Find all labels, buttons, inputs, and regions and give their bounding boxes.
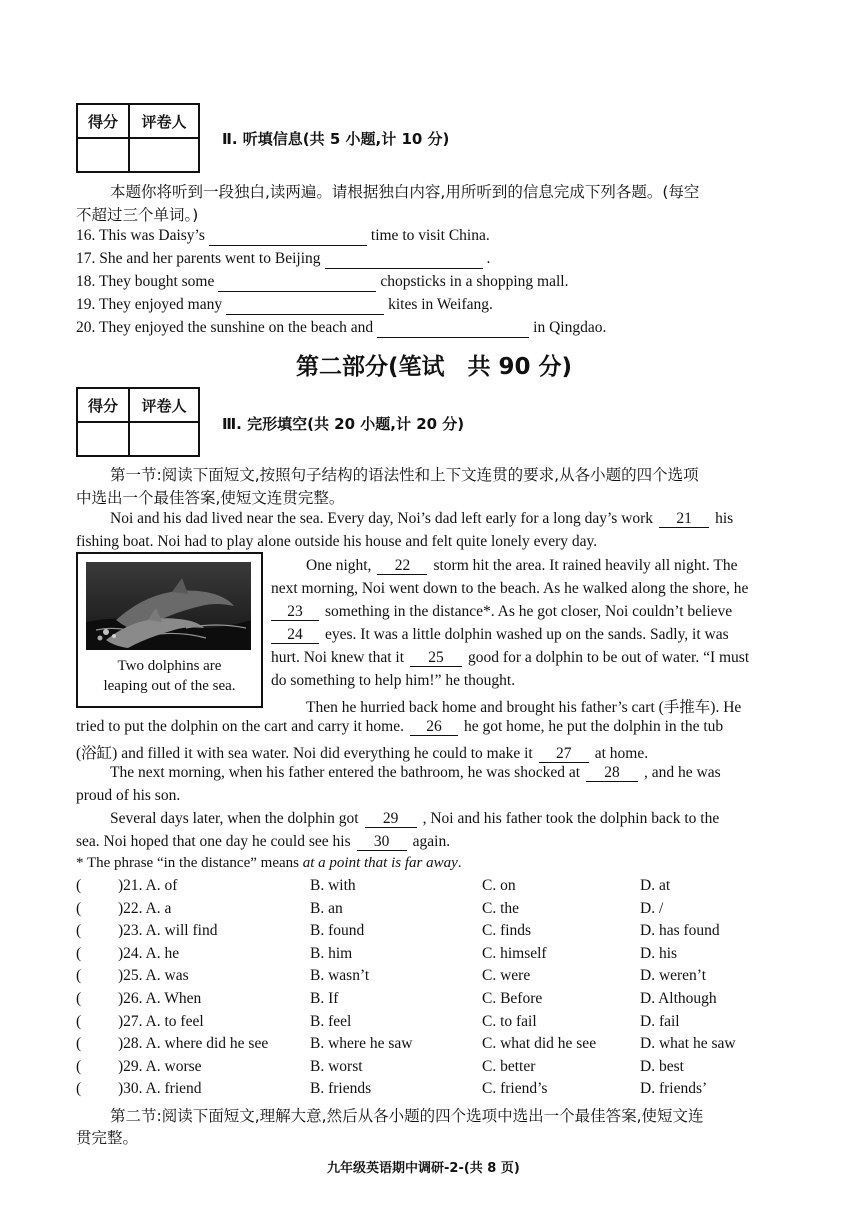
option-c: C. himself [482, 944, 547, 962]
option-d: D. what he saw [640, 1035, 736, 1053]
passage-line: One night, 22 storm hit the area. It rained heavily all night. The [306, 557, 738, 574]
section-2-instruction-1: 本题你将听到一段独白,读两遍。请根据独白内容,用所听到的信息完成下列各题。(每空 [110, 183, 700, 201]
question-19: 19. They enjoyed many kites in Weifang. [76, 296, 493, 313]
option-d: D. his [640, 944, 678, 962]
footnote: * The phrase “in the distance” means at a point that is far away. [76, 855, 462, 871]
blank-23: 23 [271, 603, 319, 621]
blank-30: 30 [357, 833, 407, 851]
passage-line: 24 eyes. It was a little dolphin washed up on the sands. Sadly, it was [271, 626, 729, 644]
option-c: C. what did he see [482, 1035, 597, 1053]
passage-line: The next morning, when his father entered the bathroom, he was shocked at 28 , and he was [110, 764, 721, 781]
reviewer-label: 评卷人 [129, 388, 199, 422]
blank-28: 28 [586, 764, 638, 782]
option-b: B. with [310, 877, 356, 894]
option-c: C. better [482, 1057, 536, 1075]
option-d: D. weren’t [640, 967, 706, 985]
question-17: 17. She and her parents went to Beijing . [76, 250, 491, 267]
answer-bracket[interactable]: ( [76, 990, 82, 1007]
score-cell[interactable] [77, 422, 129, 456]
answer-bracket[interactable]: ( [76, 1035, 82, 1053]
answer-bracket[interactable]: ( [76, 922, 82, 940]
option-d: D. Although [640, 990, 717, 1007]
section-3-instruction-1: 第一节:阅读下面短文,按照句子结构的语法性和上下文连贯的要求,从各小题的四个选项 [110, 466, 699, 484]
reviewer-cell[interactable] [129, 138, 199, 172]
part-2-title: 第二部分(笔试 共 90 分) [296, 354, 573, 380]
answer-bracket[interactable]: ( [76, 944, 82, 962]
passage-line: tried to put the dolphin on the cart and carry it home. 26 he got home, he put the dolphin in the tub [76, 718, 724, 735]
passage-line: Then he hurried back home and brought his father’s cart (手推车). He [306, 699, 742, 716]
option-a: )30. A. friend [118, 1080, 202, 1098]
picture-caption: Two dolphins are leaping out of the sea. [103, 658, 236, 694]
section-2-instruction-2: 不超过三个单词。) [76, 206, 199, 224]
option-a: )27. A. to feel [118, 1012, 204, 1030]
reviewer-label: 评卷人 [129, 104, 199, 138]
option-d: D. friends’ [640, 1080, 708, 1098]
option-c: C. were [482, 967, 531, 985]
page-footer: 九年级英语期中调研-2-(共 8 页) [327, 1161, 520, 1176]
blank-27: 27 [539, 745, 589, 763]
option-a: )25. A. was [118, 967, 189, 985]
passage-line: Several days later, when the dolphin got 29 , Noi and his father took the dolphin back to the [110, 810, 720, 827]
blank-22: 22 [377, 557, 427, 575]
answer-blank-17[interactable] [325, 250, 483, 269]
part-2-instruction-1: 第二节:阅读下面短文,理解大意,然后从各小题的四个选项中选出一个最佳答案,使短文连 [110, 1107, 704, 1125]
score-table-1 [76, 103, 200, 173]
score-label: 得分 [77, 388, 129, 422]
option-c: C. friend’s [482, 1080, 548, 1098]
blank-24: 24 [271, 626, 319, 644]
blank-21: 21 [659, 510, 709, 528]
option-b: B. feel [310, 1012, 352, 1030]
section-3-title: Ⅲ. 完形填空(共 20 小题,计 20 分) [222, 415, 465, 433]
option-a: )28. A. where did he see [118, 1035, 269, 1053]
reviewer-cell[interactable] [129, 422, 199, 456]
passage-line: 23 something in the distance*. As he got closer, Noi couldn’t believe [271, 603, 732, 621]
score-label: 得分 [77, 104, 129, 138]
passage-line: fishing boat. Noi had to play alone outside his house and felt quite lonely every day. [76, 533, 598, 550]
question-16: 16. This was Daisy’s time to visit China. [76, 227, 490, 244]
option-b: B. friends [310, 1080, 372, 1098]
passage-line: next morning, Noi went down to the beach. As he walked along the shore, he [271, 580, 749, 597]
option-c: C. to fail [482, 1012, 537, 1030]
option-a: )24. A. he [118, 944, 180, 962]
score-table-2 [76, 387, 200, 457]
dolphin-picture-box [76, 552, 263, 708]
option-a: )29. A. worse [118, 1057, 202, 1075]
dolphin-image [86, 562, 251, 650]
blank-29: 29 [365, 810, 417, 828]
dolphin-illustration [86, 562, 251, 650]
answer-bracket[interactable]: ( [76, 1057, 82, 1075]
section-2-title: Ⅱ. 听填信息(共 5 小题,计 10 分) [222, 130, 450, 148]
part-2-instruction-2: 贯完整。 [76, 1129, 139, 1147]
answer-blank-16[interactable] [209, 227, 367, 246]
option-a: )23. A. will find [118, 922, 218, 940]
option-d: D. fail [640, 1012, 680, 1030]
option-a: )22. A. a [118, 899, 172, 917]
option-b: B. an [310, 899, 343, 917]
option-b: B. where he saw [310, 1035, 413, 1053]
passage-line: do something to help him!” he thought. [271, 672, 516, 689]
blank-26: 26 [410, 718, 458, 736]
score-cell[interactable] [77, 138, 129, 172]
option-c: C. the [482, 899, 520, 917]
option-d: D. at [640, 877, 671, 894]
answer-bracket[interactable]: ( [76, 899, 82, 917]
option-d: D. best [640, 1057, 684, 1075]
answer-bracket[interactable]: ( [76, 967, 82, 985]
passage-line: proud of his son. [76, 787, 181, 804]
option-b: B. wasn’t [310, 967, 370, 985]
section-3-instruction-2: 中选出一个最佳答案,使短文连贯完整。 [76, 489, 345, 507]
blank-25: 25 [410, 649, 462, 667]
passage-line: sea. Noi hoped that one day he could see his 30 again. [76, 833, 451, 850]
option-b: B. found [310, 922, 365, 940]
option-c: C. finds [482, 922, 532, 940]
question-20: 20. They enjoyed the sunshine on the beach and in Qingdao. [76, 319, 607, 336]
option-b: B. worst [310, 1057, 363, 1075]
option-b: B. him [310, 944, 353, 962]
option-c: C. on [482, 877, 516, 894]
option-b: B. If [310, 990, 339, 1007]
option-c: C. Before [482, 990, 543, 1007]
passage-line: Noi and his dad lived near the sea. Every day, Noi’s dad left early for a long day’s work 21 his [110, 510, 734, 527]
answer-blank-18[interactable] [218, 273, 376, 292]
answer-blank-19[interactable] [226, 296, 384, 315]
question-18: 18. They bought some chopsticks in a shopping mall. [76, 273, 569, 290]
answer-blank-20[interactable] [377, 319, 529, 338]
answer-bracket[interactable]: ( [76, 877, 82, 894]
option-a: )26. A. When [118, 990, 202, 1007]
passage-line: (浴缸) and filled it with sea water. Noi did everything he could to make it 27 at home. [76, 745, 649, 762]
answer-bracket[interactable]: ( [76, 1012, 82, 1030]
option-d: D. has found [640, 922, 720, 940]
passage-line: hurt. Noi knew that it 25 good for a dolphin to be out of water. “I must [271, 649, 750, 666]
option-a: )21. A. of [118, 877, 178, 894]
answer-bracket[interactable]: ( [76, 1080, 82, 1098]
option-d: D. / [640, 899, 664, 917]
